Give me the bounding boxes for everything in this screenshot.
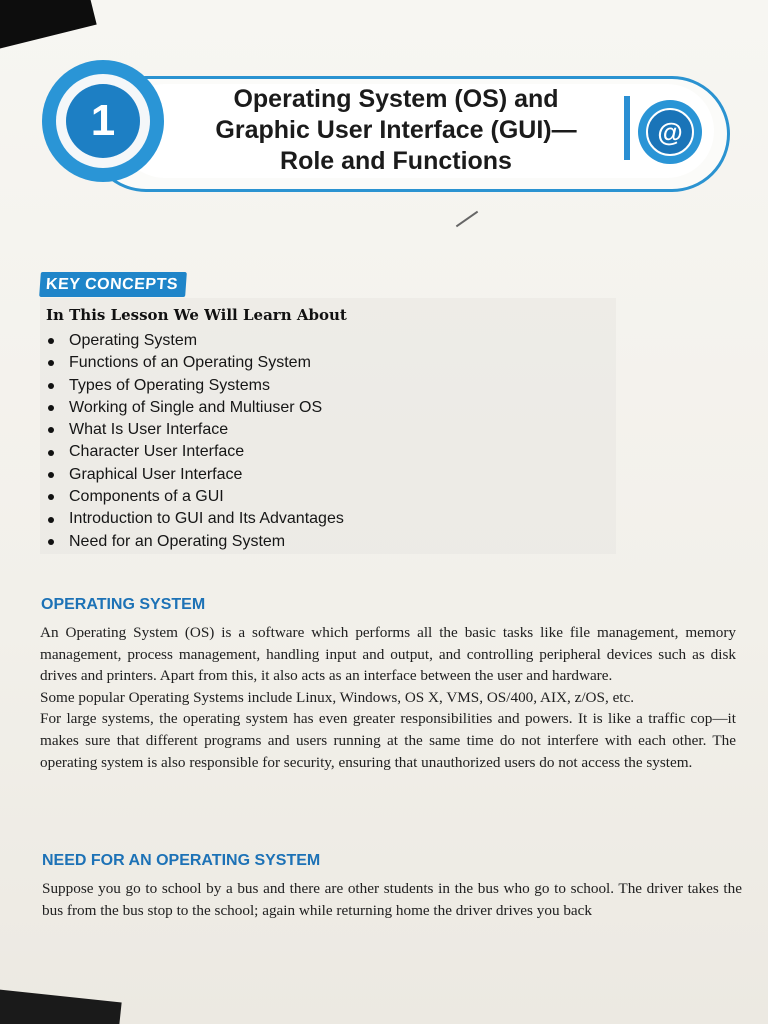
paragraph: Some popular Operating Systems include Linux, Windows, OS X, VMS, OS/400, AIX, z/OS, etc. [40,688,635,706]
page-shadow-corner-bottom [0,986,122,1024]
section-body-need-for-os [42,878,742,921]
lesson-title-line-1: Operating System (OS) and [233,85,559,113]
title-divider [624,96,630,160]
bullet-icon [48,450,54,456]
page-shadow-corner [0,0,97,53]
list-item: Types of Operating Systems [46,375,344,397]
list-item: Need for an Operating System [46,531,344,553]
section-heading-need-for-os: NEED FOR AN OPERATING SYSTEM [42,852,321,869]
lesson-number-badge [66,84,140,158]
learn-about-heading: In This Lesson We Will Learn About [46,306,347,324]
lesson-title-line-2: Graphic User Interface (GUI)— [215,116,577,144]
paragraph: Suppose you go to school by a bus and there are other students in the bus who go to school. The driver takes the bus from the bus stop to the school; again while returning home the driver drives you back [42,880,742,919]
list-item: Graphical User Interface [46,464,344,486]
at-sign-glyph: @ [657,116,683,147]
list-item: Introduction to GUI and Its Advantages [46,508,344,530]
key-concepts-badge [39,272,187,297]
list-item: Components of a GUI [46,486,344,508]
list-item: Operating System [46,330,344,352]
lesson-title [176,84,616,177]
bullet-icon [48,360,54,366]
paragraph: An Operating System (OS) is a software which performs all the basic tasks like file management, memory management, process management, handling input and output, and controlling peripheral devices such as disk drives and printers. Apart from this, it also acts as an interface between the user and hardware. [40,624,736,685]
bullet-icon [48,405,54,411]
paragraph: For large systems, the operating system has even greater responsibilities and powers. It is like a traffic cop—it makes sure that different programs and users running at the same time do not interfere with each other. The operating system is also responsible for security, ensuring that unauthorized users do not access the system. [40,710,736,771]
lesson-number: 1 [90,96,116,145]
bullet-icon [48,383,54,389]
list-item: Character User Interface [46,441,344,463]
section-heading-operating-system: OPERATING SYSTEM [41,596,206,613]
concept-list [46,330,344,553]
bullet-icon [48,427,54,433]
key-concepts-label: KEY CONCEPTS [45,276,179,293]
list-item: What Is User Interface [46,419,344,441]
bullet-icon [48,494,54,500]
pen-mark [456,211,478,228]
list-item: Functions of an Operating System [46,352,344,374]
bullet-icon [48,338,54,344]
lesson-title-line-3: Role and Functions [280,147,512,175]
section-body-operating-system [40,622,736,773]
bullet-icon [48,539,54,545]
list-item: Working of Single and Multiuser OS [46,397,344,419]
bullet-icon [48,517,54,523]
at-sign-icon [646,108,694,156]
bullet-icon [48,472,54,478]
